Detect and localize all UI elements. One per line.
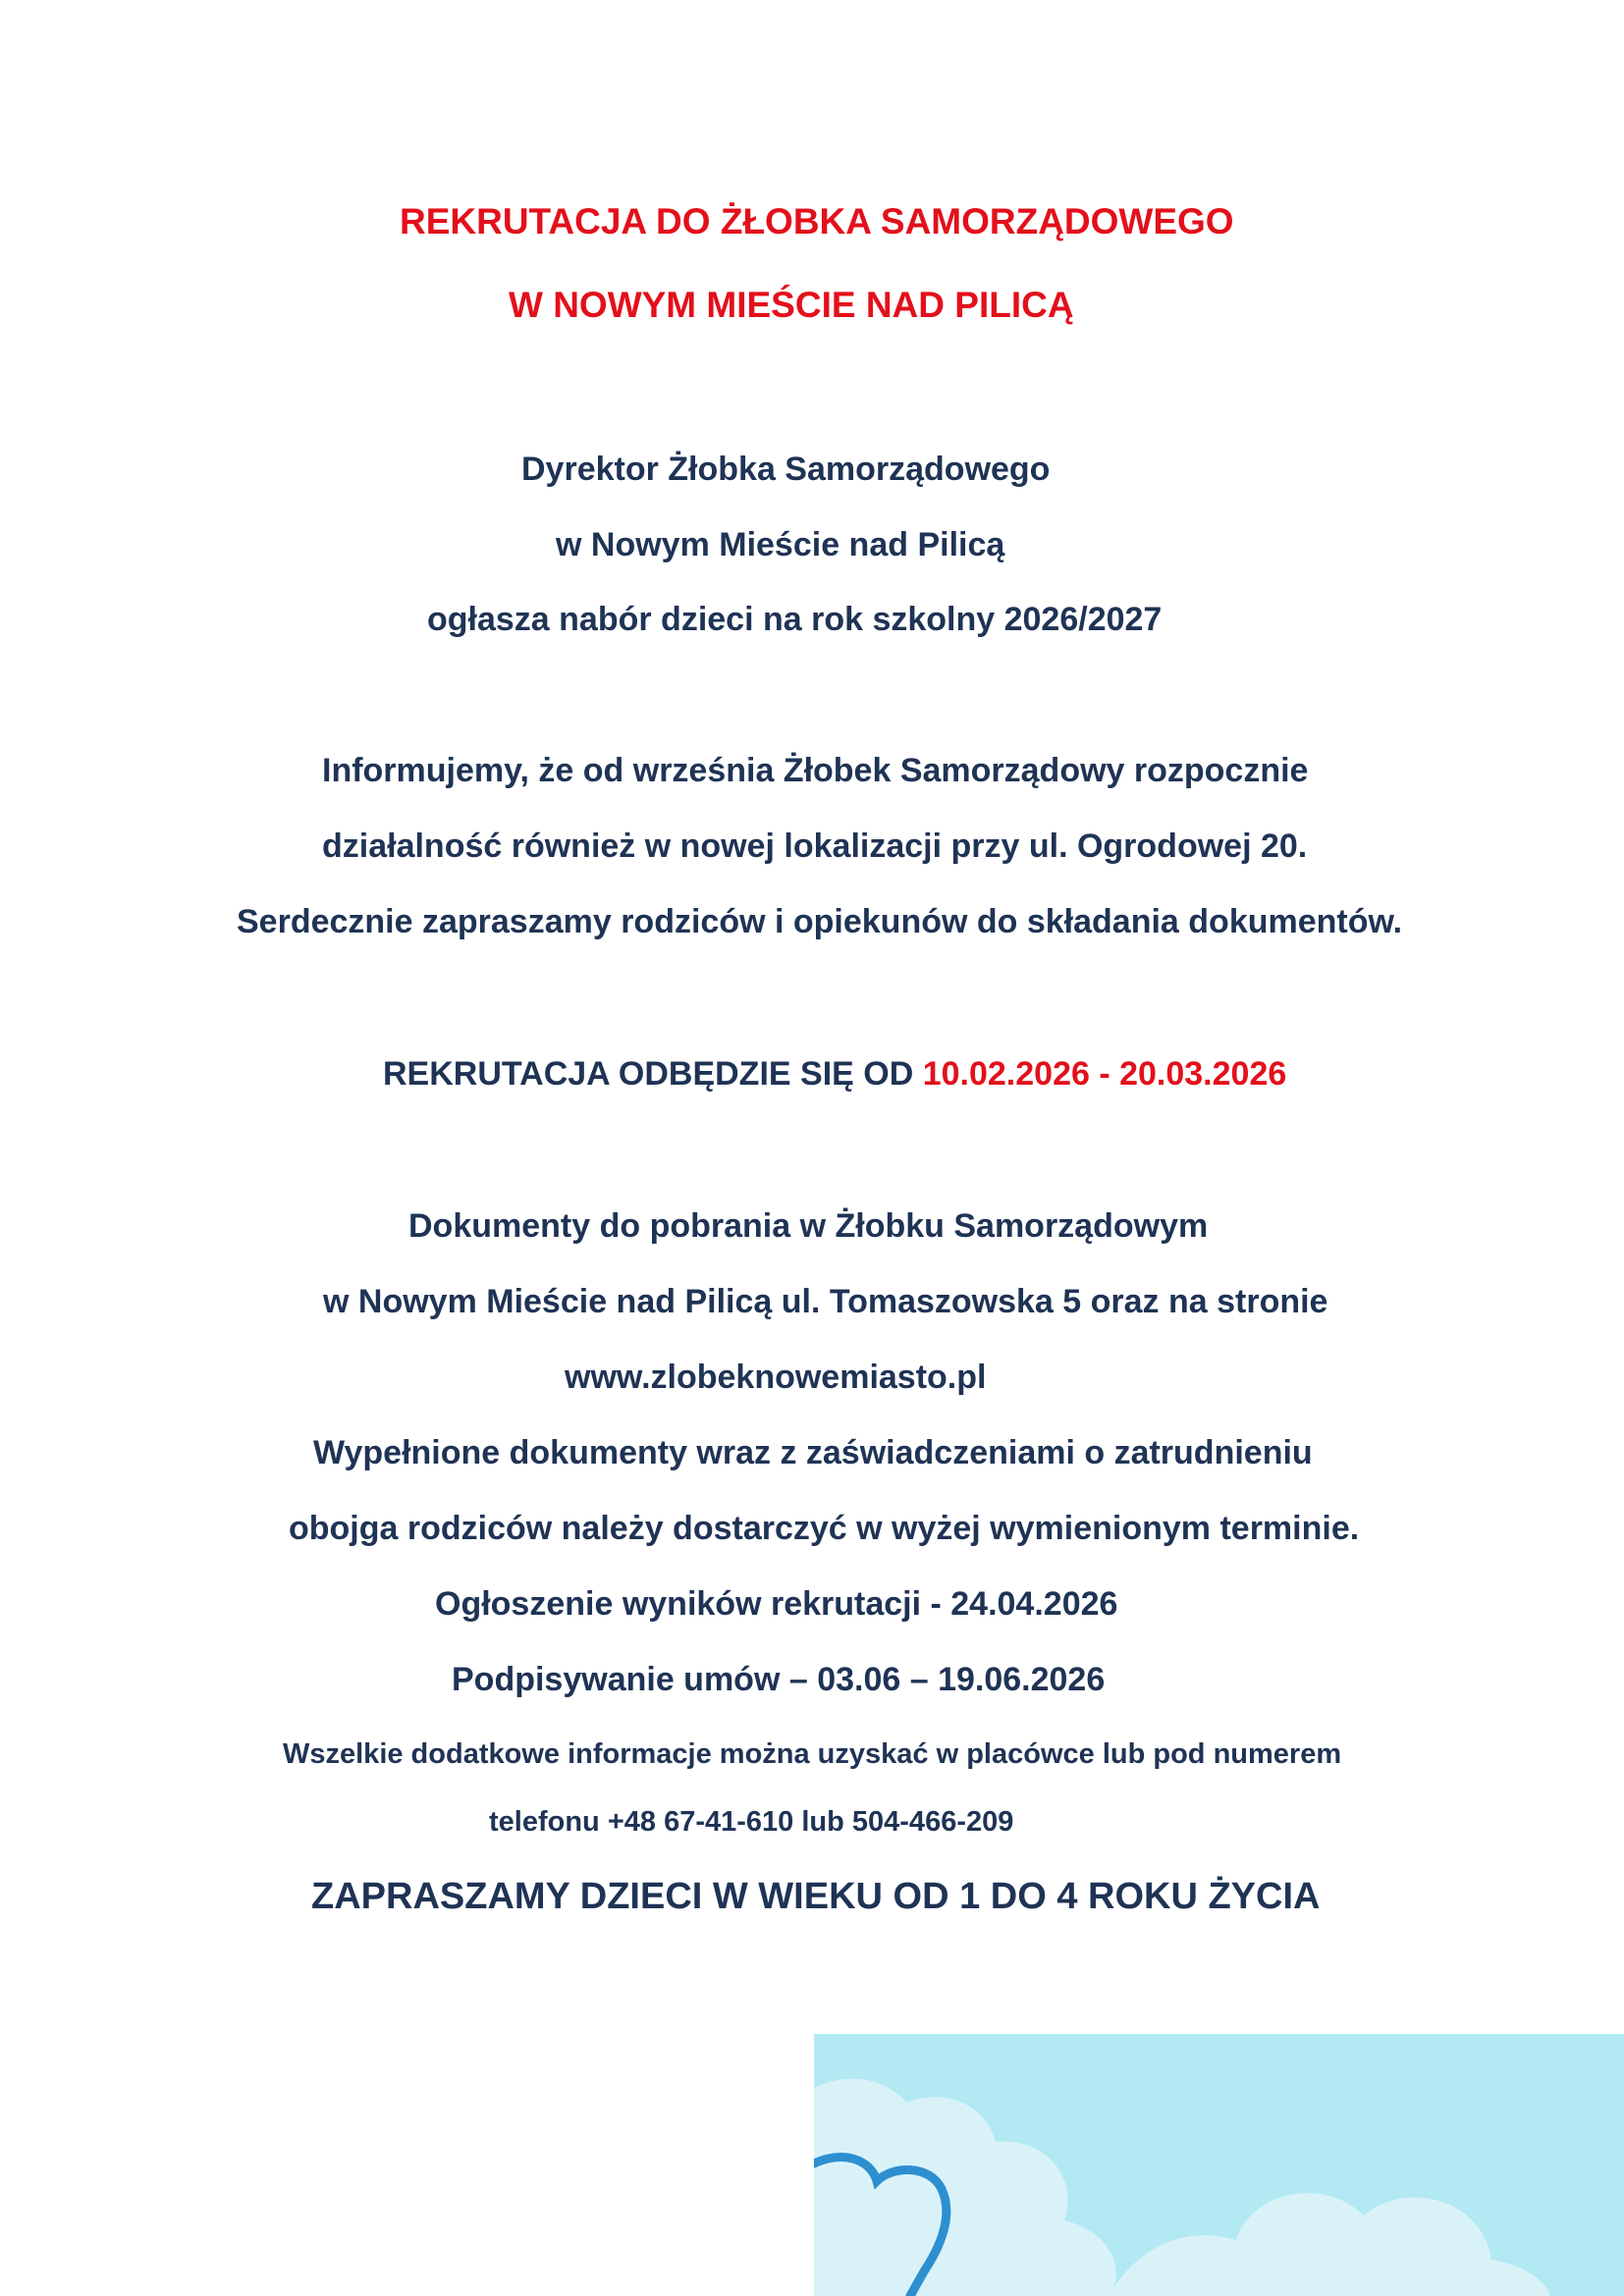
documents-line4: Wypełnione dokumenty wraz z zaświadczeniami o zatrudnieniu (313, 1434, 1313, 1471)
director-line2: w Nowym Mieście nad Pilicą (556, 526, 1005, 563)
heart-cloud-icon (814, 2034, 1624, 2296)
documents-line5: obojga rodziców należy dostarczyć w wyżej wymienionym terminie. (289, 1510, 1360, 1547)
contracts-date: Podpisywanie umów – 03.06 – 19.06.2026 (452, 1661, 1106, 1698)
page-title-line1: REKRUTACJA DO ŻŁOBKA SAMORZĄDOWEGO (400, 201, 1234, 241)
info-line3: Serdecznie zapraszamy rodziców i opiekunów do składania dokumentów. (237, 903, 1403, 940)
director-line1: Dyrektor Żłobka Samorządowego (521, 451, 1051, 488)
director-line3: ogłasza nabór dzieci na rok szkolny 2026/2027 (427, 601, 1163, 638)
info-line2: działalność również w nowej lokalizacji przy ul. Ogrodowej 20. (322, 828, 1308, 865)
results-date: Ogłoszenie wyników rekrutacji - 24.04.2026 (435, 1585, 1118, 1623)
contact-line2: telefonu +48 67-41-610 lub 504-466-209 (489, 1806, 1014, 1838)
info-line1: Informujemy, że od września Żłobek Samorządowy rozpocznie (322, 752, 1309, 789)
documents-line2: w Nowym Mieście nad Pilicą ul. Tomaszowska 5 oraz na stronie (323, 1283, 1328, 1320)
contact-line1: Wszelkie dodatkowe informacje można uzyskać w placówce lub pod numerem (283, 1738, 1342, 1770)
recruitment-line (383, 1057, 1286, 1091)
invite-banner: ZAPRASZAMY DZIECI W WIEKU OD 1 DO 4 ROKU ŻYCIA (311, 1876, 1321, 1917)
documents-line1: Dokumenty do pobrania w Żłobku Samorządowym (408, 1207, 1209, 1245)
recruitment-label: REKRUTACJA ODBĘDZIE SIĘ OD (383, 1055, 923, 1093)
website-link[interactable]: www.zlobeknowemiasto.pl (565, 1359, 987, 1396)
page-title-line2: W NOWYM MIEŚCIE NAD PILICĄ (509, 285, 1074, 325)
recruitment-dates: 10.02.2026 - 20.03.2026 (922, 1055, 1287, 1093)
